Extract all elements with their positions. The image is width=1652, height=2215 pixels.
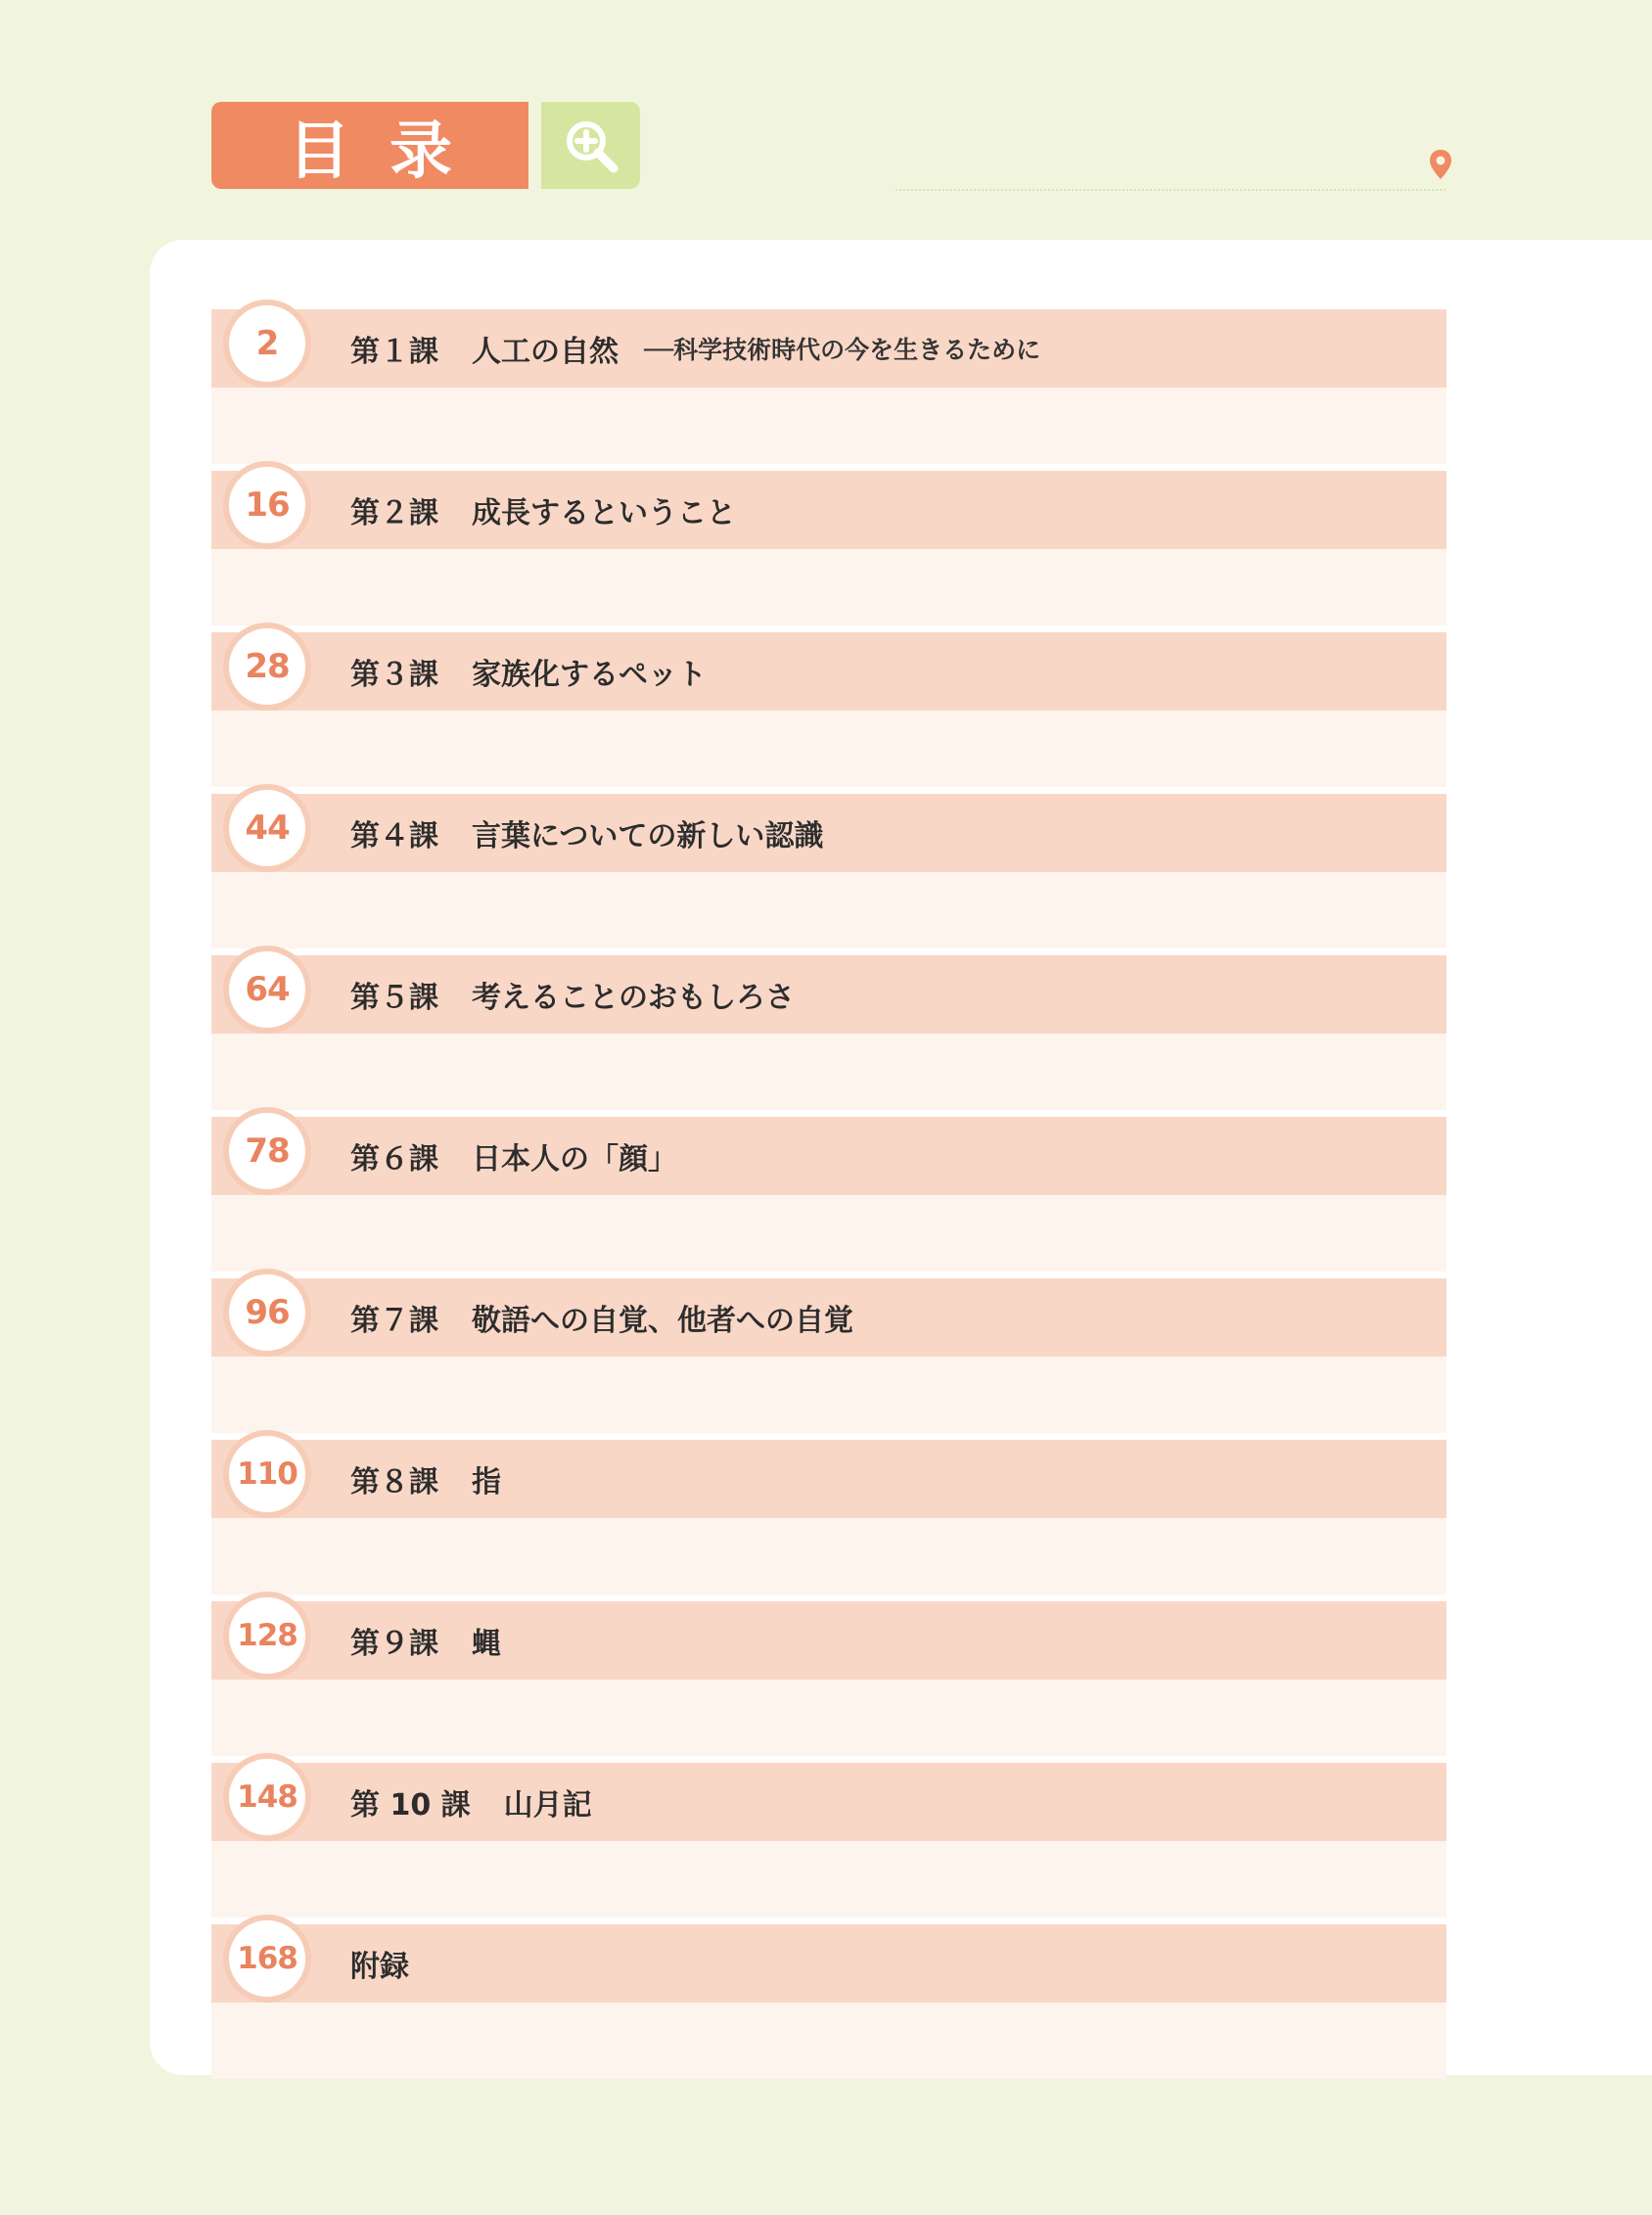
page-number-badge: 148 [223, 1753, 311, 1841]
page-number-badge: 16 [223, 461, 311, 549]
lesson-title: 山月記 [503, 1788, 592, 1823]
toc-item[interactable] [211, 632, 1446, 787]
lesson-number: 第 10 課 [350, 1788, 471, 1823]
toc-item[interactable] [211, 1117, 1446, 1271]
toc-item-text [350, 1440, 501, 1518]
toc-item-text [350, 794, 823, 872]
lesson-number: 第１課 [350, 335, 438, 369]
page-number-badge: 78 [223, 1107, 311, 1195]
lesson-title: 家族化するペット [472, 658, 707, 692]
lesson-number: 第４課 [350, 819, 438, 854]
toc-item-text [350, 955, 795, 1034]
lesson-number: 第５課 [350, 981, 438, 1015]
lesson-number: 第６課 [350, 1142, 438, 1177]
lesson-title: 附録 [350, 1950, 409, 1984]
toc-item-text [350, 471, 736, 549]
toc-item[interactable] [211, 1601, 1446, 1756]
toc-item[interactable] [211, 1440, 1446, 1594]
table-of-contents [211, 309, 1446, 2086]
toc-item[interactable] [211, 955, 1446, 1110]
lesson-title: 指 [472, 1465, 501, 1500]
toc-item-text [350, 1601, 501, 1680]
toc-item-text [350, 1924, 409, 2003]
lesson-title: 成長するということ [472, 496, 736, 531]
toc-item-text [350, 1278, 853, 1357]
toc-item[interactable] [211, 1924, 1446, 2079]
lesson-number: 第２課 [350, 496, 438, 531]
toc-item-text [350, 632, 707, 711]
lesson-number: 第８課 [350, 1465, 438, 1500]
page-number-badge: 64 [223, 946, 311, 1034]
lesson-title: 人工の自然 [472, 335, 619, 369]
lesson-title: 敬語への自覚、他者への自覚 [472, 1304, 853, 1338]
toc-item[interactable] [211, 794, 1446, 948]
search-button[interactable] [541, 102, 640, 189]
toc-item[interactable] [211, 1278, 1446, 1433]
lesson-title: 日本人の「顔」 [472, 1142, 677, 1177]
location-pin-icon [1429, 149, 1452, 184]
lesson-title: 考えることのおもしろさ [472, 981, 795, 1015]
page-title: 目录 [211, 102, 528, 189]
page-number-badge: 28 [223, 623, 311, 711]
page-number-badge: 96 [223, 1269, 311, 1357]
page-number-badge: 128 [223, 1592, 311, 1680]
lesson-subtitle: ──科学技術時代の今を生きるために [644, 336, 1041, 364]
toc-item[interactable] [211, 471, 1446, 625]
page-number-badge: 44 [223, 784, 311, 872]
toc-item[interactable] [211, 1763, 1446, 1917]
lesson-number: 第７課 [350, 1304, 438, 1338]
toc-item-text [350, 309, 1040, 388]
toc-item-text [350, 1763, 592, 1841]
lesson-title: 蝿 [472, 1627, 501, 1661]
lesson-number: 第３課 [350, 658, 438, 692]
page-number-badge: 2 [223, 300, 311, 388]
toc-item-text [350, 1117, 677, 1195]
page-number-badge: 168 [223, 1915, 311, 2003]
page-number-badge: 110 [223, 1430, 311, 1518]
header-divider [895, 189, 1446, 191]
lesson-title: 言葉についての新しい認識 [472, 819, 824, 854]
lesson-number: 第９課 [350, 1627, 438, 1661]
toc-item[interactable] [211, 309, 1446, 464]
zoom-in-icon [560, 115, 622, 177]
